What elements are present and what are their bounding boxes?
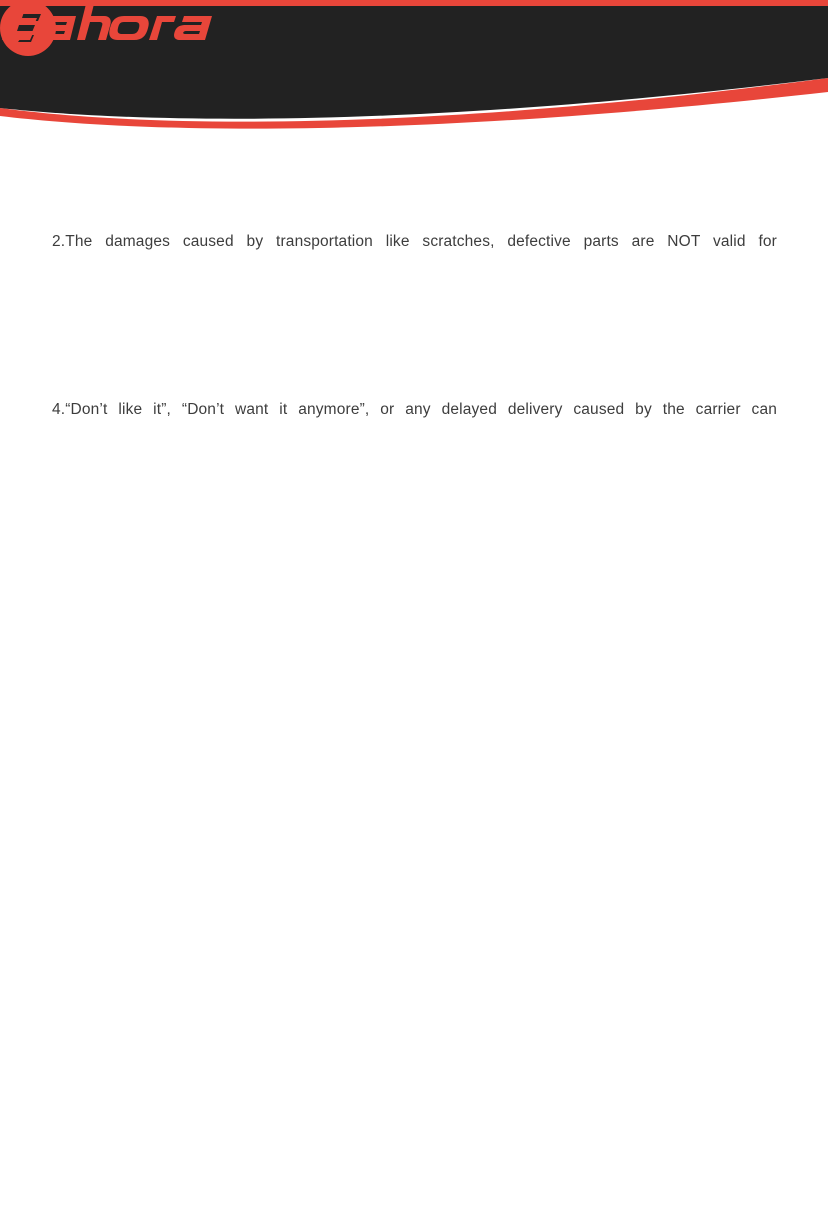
policy-paragraph-2: 2.The damages caused by transportation like scratches, defective parts are NOT valid for <box>52 233 777 250</box>
page-header <box>0 0 828 140</box>
policy-paragraph-4: 4.“Don’t like it”, “Don’t want it anymore”, or any delayed delivery caused by the carrier can <box>52 401 777 418</box>
brand-wordmark <box>0 0 216 48</box>
